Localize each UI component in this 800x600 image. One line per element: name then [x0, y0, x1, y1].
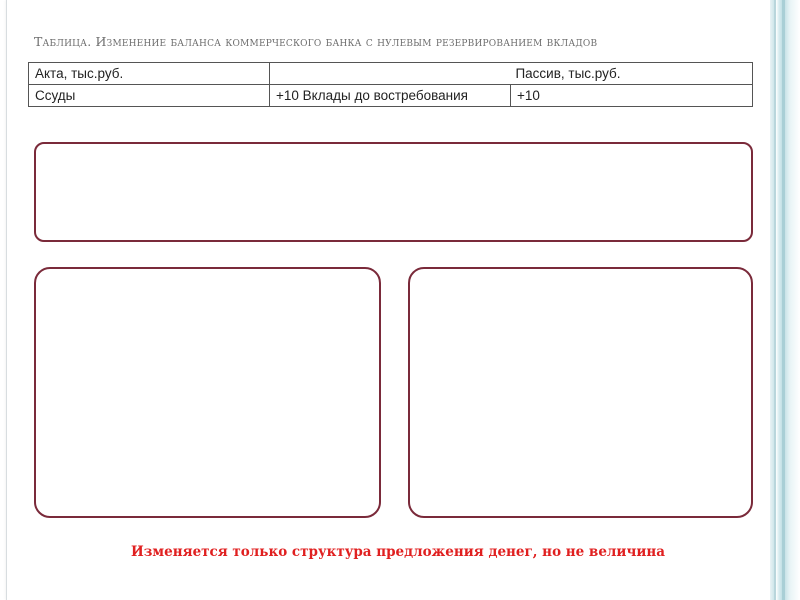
- empty-content-box-left: [34, 267, 381, 518]
- asset-value: +10: [276, 88, 299, 103]
- balance-table: [28, 62, 753, 107]
- assets-header: Акта, тыс.руб.: [29, 63, 270, 85]
- asset-item-cell: Ссуды: [29, 85, 270, 107]
- liabilities-header: Пассив, тыс.руб.: [270, 63, 753, 85]
- table-row: [29, 85, 753, 107]
- conclusion-label: Изменяется только структура предложения денег, но не величина: [131, 544, 665, 560]
- empty-content-box-top: [34, 142, 753, 242]
- table-header-row: [29, 63, 753, 85]
- liability-item: Вклады до востребования: [302, 88, 468, 103]
- empty-content-box-right: [408, 267, 753, 518]
- table-caption: Таблица. Изменение баланса коммерческого банка с нулевым резервированием вкладов: [34, 34, 598, 49]
- asset-value-and-liability-item-cell: [270, 85, 511, 107]
- conclusion-text: [0, 544, 800, 560]
- decorative-side-stripe: [770, 0, 800, 600]
- liability-value-cell: +10: [511, 85, 753, 107]
